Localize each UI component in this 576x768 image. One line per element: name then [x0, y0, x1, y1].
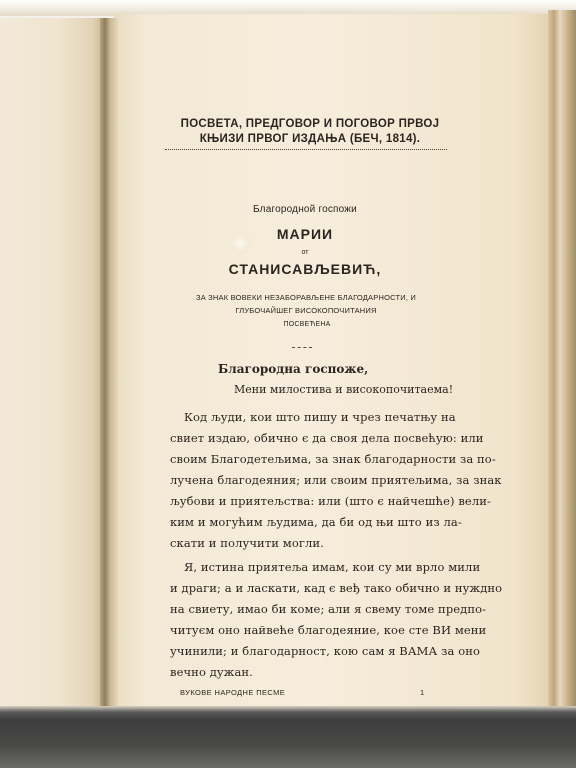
body-line: ким и могућим људима, да би од њи што из ла-: [170, 515, 462, 529]
body-line: Я, истина приятеља имам, кои су ми врло мили: [184, 560, 481, 574]
dedication-first-name: МАРИИ: [276, 226, 334, 242]
body-line: и драги; а и ласкати, кад є веђ тако обично и нуждно: [170, 581, 503, 595]
dedication-honorific: Благородной госпожи: [253, 204, 357, 215]
body-line: лучена благодеяния; или своим приятељима, за знак: [170, 473, 502, 487]
heading-line-2: КЊИЗИ ПРВОГ ИЗДАЊА (БЕЧ, 1814).: [199, 133, 421, 145]
heading-rule: [165, 149, 447, 150]
body-line: свиет издаю, обично є да своя дела посвећую: или: [170, 431, 484, 445]
footer-title: ВУКОВЕ НАРОДНЕ ПЕСМЕ: [180, 688, 286, 697]
book-cover-edge: [0, 706, 576, 768]
heading-line-1: ПОСВЕТА, ПРЕДГОВОР И ПОГОВОР ПРВОЈ: [180, 118, 440, 130]
page-signature: 1: [420, 688, 425, 697]
body-line: скати и получити могли.: [170, 536, 324, 550]
page-edges: [548, 10, 576, 710]
book-gutter: [100, 18, 118, 712]
dedication-dedicated: ПОСВЕЋЕНА: [283, 321, 331, 328]
dedication-inscription-2: ГЛУБОЧАЙШЕГ ВИСОКОПОЧИТАНИЯ: [235, 306, 377, 315]
body-line: своим Благодетељима, за знак благодарности за по-: [170, 452, 496, 466]
salutation-line-2: Мени милостива и високопочитаема!: [234, 383, 454, 396]
dedication-surname: СТАНИСАВЉЕВИЋ,: [228, 261, 382, 277]
dedication-particle: от: [301, 249, 309, 256]
salutation-line-1: Благородна госпоже,: [218, 362, 369, 376]
left-page: [0, 18, 104, 712]
ornament-divider: [292, 347, 312, 348]
body-line: вечно дужан.: [170, 665, 253, 679]
dedication-inscription-1: ЗА ЗНАК ВОВЕКИ НЕЗАБОРАВЉЕНЕ БЛАГОДАРНОСТИ, И: [195, 293, 417, 302]
body-line: читуєм оно найвеће благодеяние, кое сте ВИ мени: [170, 623, 487, 637]
body-line: Код људи, кои што пишу и чрез печатњу на: [184, 410, 456, 424]
body-line: љубови и приятељства: или (што є найчешће) вели-: [170, 494, 491, 508]
body-line: учинили; и благодарност, кою сам я ВАМА за оно: [170, 644, 481, 658]
body-line: на свиету, имао би коме; али я свему томе предпо-: [170, 602, 487, 616]
